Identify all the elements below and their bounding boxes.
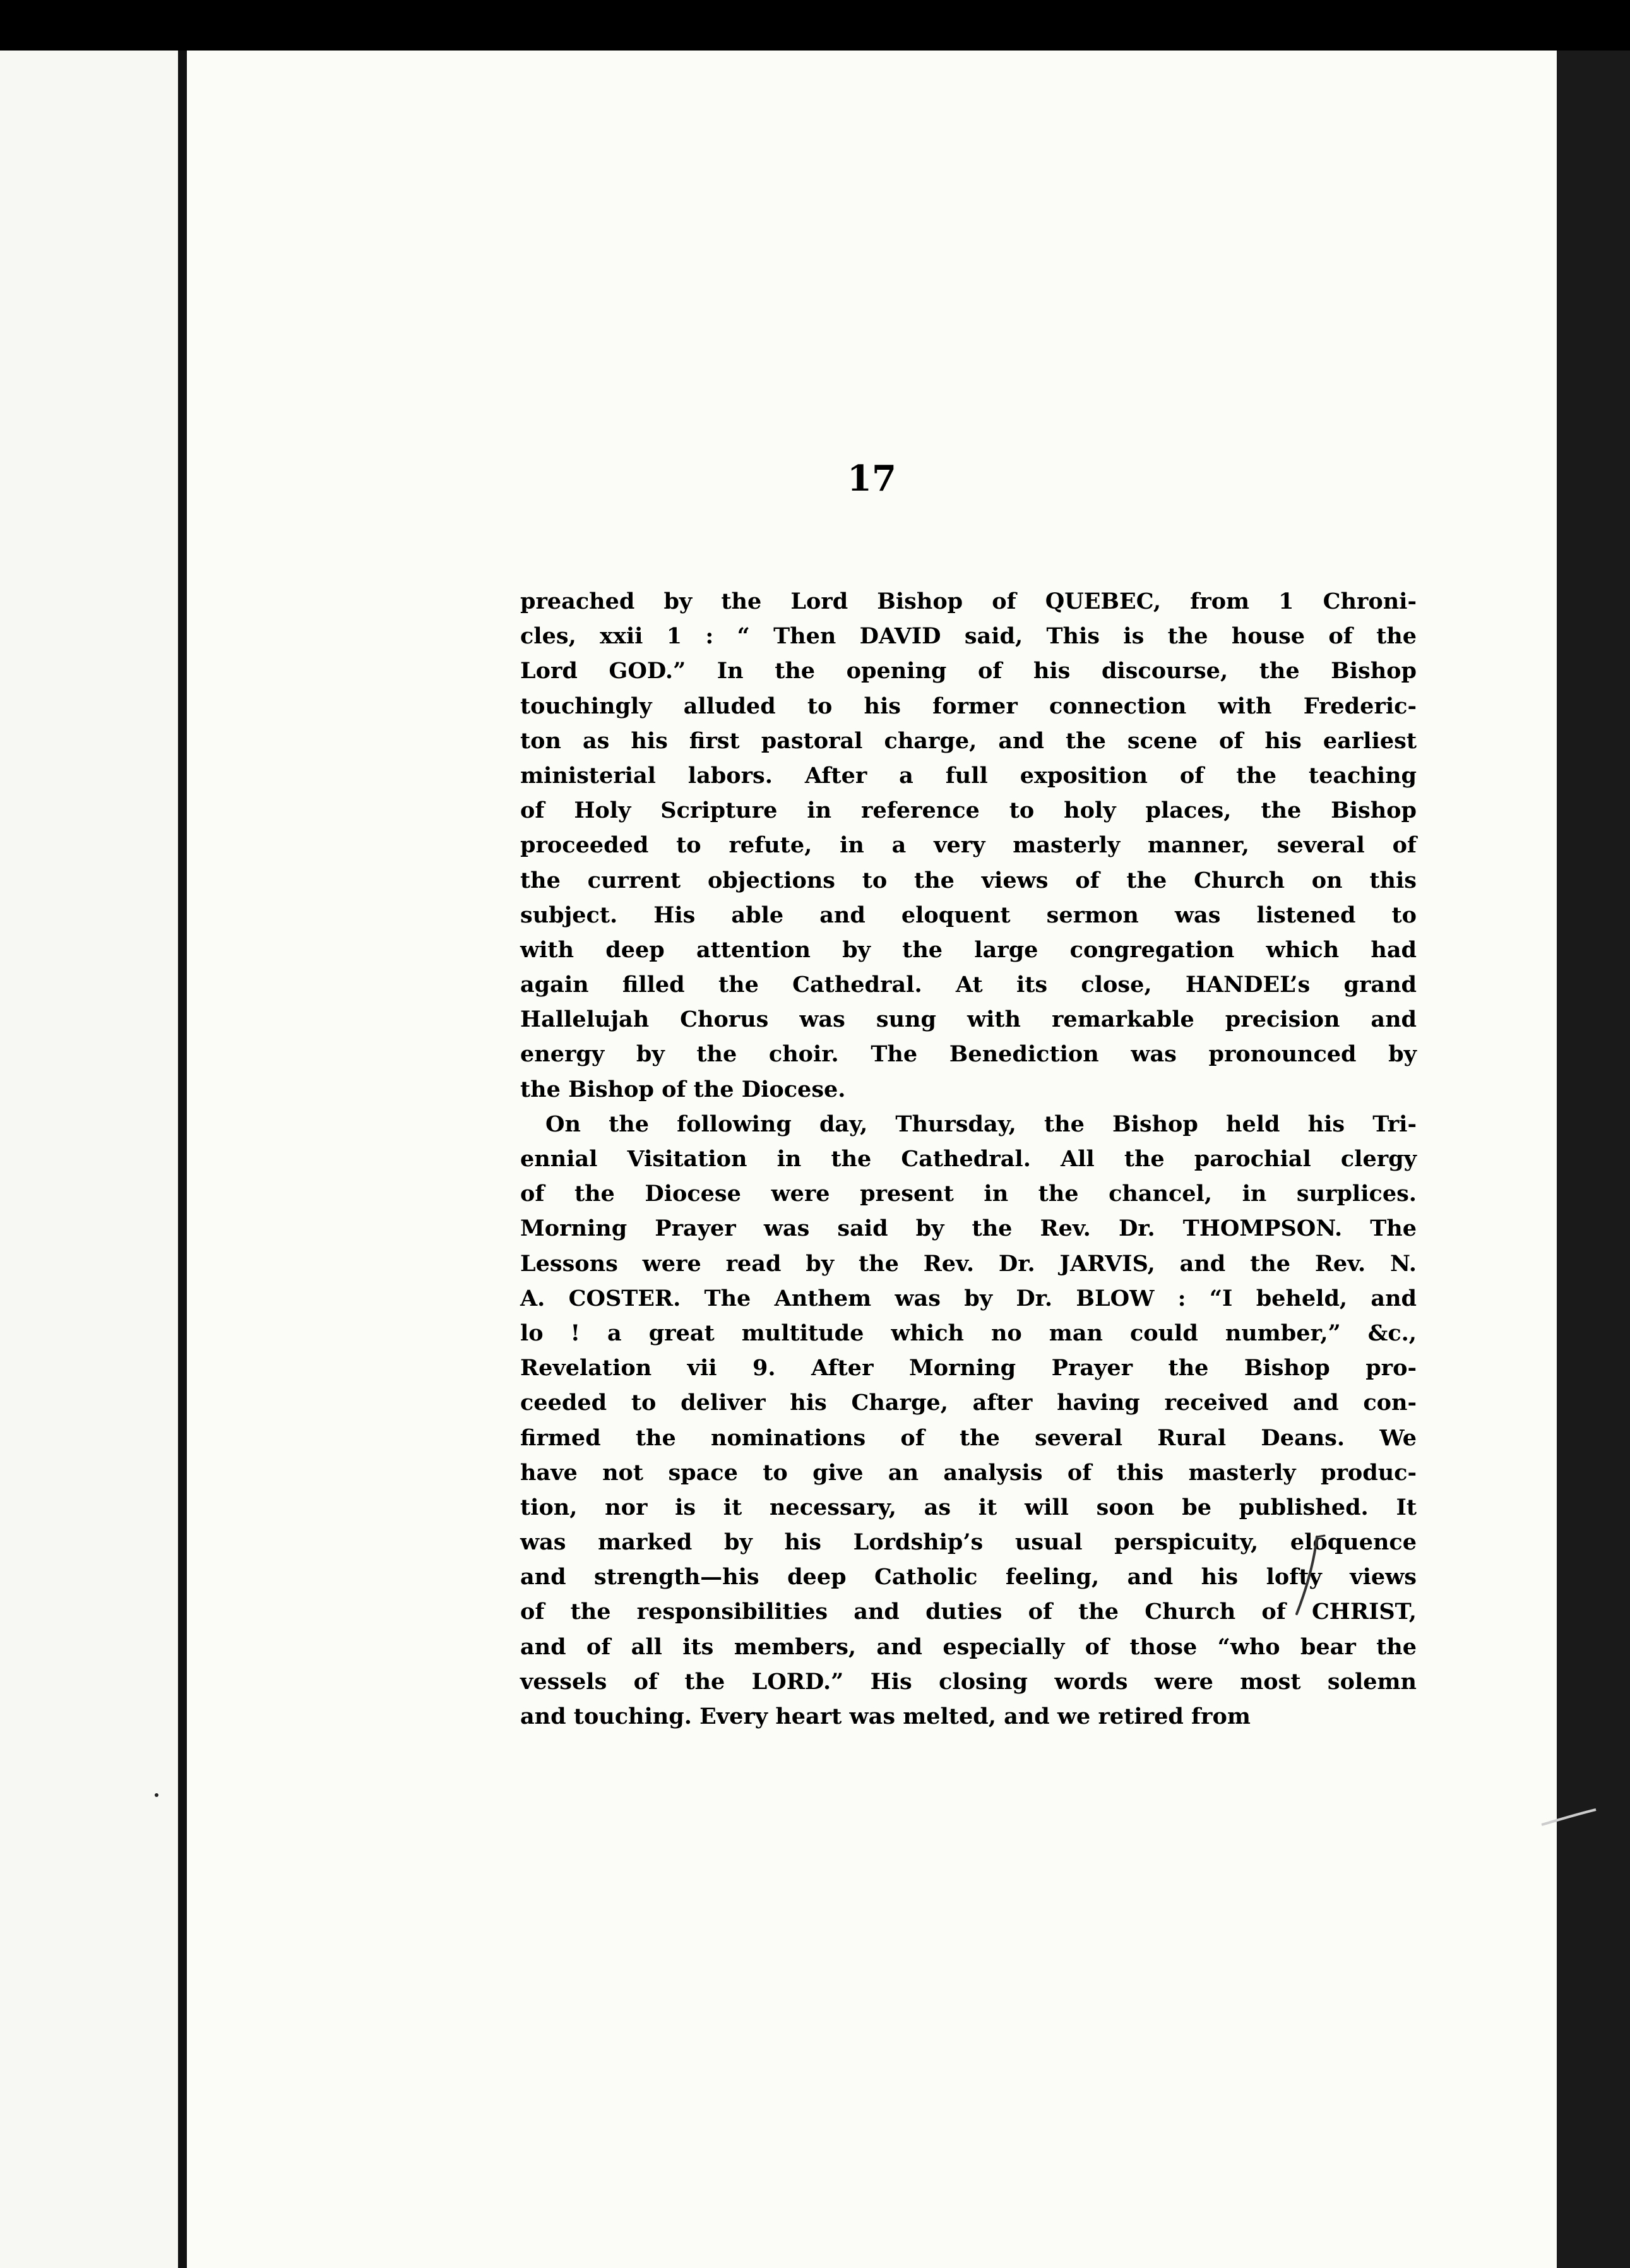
book-gutter bbox=[178, 51, 187, 2268]
text-line: On the following day, Thursday, the Bishop held his Tri- bbox=[545, 1111, 1417, 1137]
document-page bbox=[187, 51, 1557, 2268]
text-line: the current objections to the views of the Church on this bbox=[520, 867, 1417, 893]
text-line: the Bishop of the Diocese. bbox=[520, 1076, 846, 1102]
text-line: again filled the Cathedral. At its close, HANDEL’s grand bbox=[520, 972, 1417, 998]
text-line: Revelation vii 9. After Morning Prayer the Bishop pro- bbox=[520, 1355, 1417, 1382]
text-line: lo ! a great multitude which no man could number,” &c., bbox=[520, 1320, 1417, 1346]
text-line: and touching. Every heart was melted, and we retired from bbox=[520, 1704, 1251, 1729]
edge-scratch-mark bbox=[1540, 1806, 1597, 1831]
text-line: Hallelujah Chorus was sung with remarkable precision and bbox=[520, 1006, 1417, 1033]
facing-page-edge bbox=[0, 51, 178, 2268]
text-line: preached by the Lord Bishop of QUEBEC, from 1 Chroni- bbox=[520, 588, 1417, 614]
text-line: vessels of the LORD.” His closing words were most solemn bbox=[520, 1668, 1417, 1695]
text-line: of the Diocese were present in the chancel, in surplices. bbox=[520, 1181, 1417, 1207]
text-line: and strength—his deep Catholic feeling, and his lofty views bbox=[520, 1564, 1417, 1591]
text-line: ton as his first pastoral charge, and the scene of his earliest bbox=[520, 727, 1417, 754]
text-line: was marked by his Lordship’s usual perspicuity, eloquence bbox=[520, 1529, 1417, 1556]
text-line: proceeded to refute, in a very masterly manner, several of bbox=[520, 832, 1417, 859]
text-line: of the responsibilities and duties of the Church of CHRIST, bbox=[520, 1599, 1417, 1625]
text-line: cles, xxii 1 : “ Then DAVID said, This is the house of the bbox=[520, 623, 1417, 650]
text-line: Lord GOD.” In the opening of his discourse, the Bishop bbox=[520, 658, 1417, 684]
page-number: 17 bbox=[847, 458, 896, 499]
text-line: have not space to give an analysis of this masterly produc- bbox=[520, 1459, 1417, 1486]
text-line: with deep attention by the large congregation which had bbox=[520, 936, 1417, 963]
text-line: Morning Prayer was said by the Rev. Dr. THOMPSON. The bbox=[520, 1215, 1417, 1242]
text-line: and of all its members, and especially of those “who bear the bbox=[520, 1633, 1417, 1660]
pencil-margin-mark bbox=[1292, 1534, 1330, 1616]
page-edge-shadow bbox=[1557, 51, 1630, 2268]
text-line: of Holy Scripture in reference to holy places, the Bishop bbox=[520, 797, 1417, 824]
text-line: ministerial labors. After a full exposition of the teaching bbox=[520, 762, 1417, 789]
text-line: ennial Visitation in the Cathedral. All the parochial clergy bbox=[520, 1146, 1417, 1172]
text-line: A. COSTER. The Anthem was by Dr. BLOW : “I beheld, and bbox=[520, 1285, 1417, 1311]
text-line: subject. His able and eloquent sermon was listened to bbox=[520, 902, 1417, 928]
text-line: Lessons were read by the Rev. Dr. JARVIS, and the Rev. N. bbox=[520, 1250, 1417, 1277]
ink-speck bbox=[155, 1793, 158, 1797]
text-line: touchingly alluded to his former connection with Frederic- bbox=[520, 693, 1417, 719]
text-line: energy by the choir. The Benediction was pronounced by bbox=[520, 1041, 1417, 1068]
text-line: firmed the nominations of the several Rural Deans. We bbox=[520, 1424, 1417, 1451]
text-line: tion, nor is it necessary, as it will soon be published. It bbox=[520, 1494, 1417, 1520]
body-text bbox=[520, 584, 1417, 1734]
text-line: ceeded to deliver his Charge, after having received and con- bbox=[520, 1390, 1417, 1416]
